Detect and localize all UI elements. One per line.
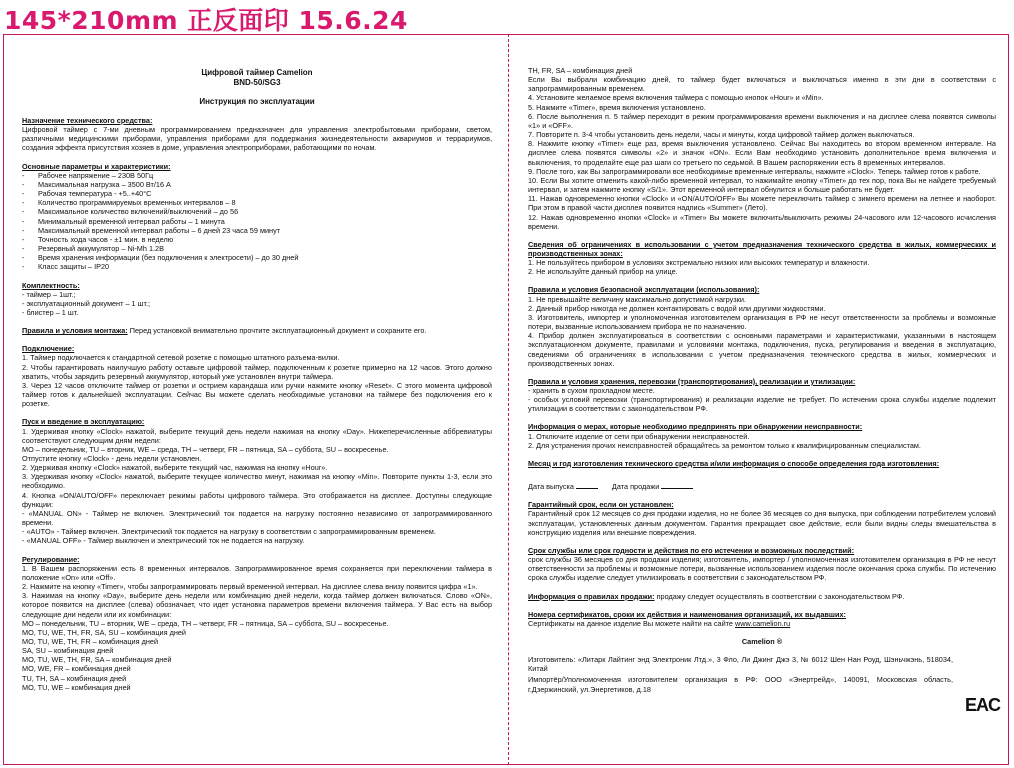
brand-mark: Camelion ®	[741, 636, 783, 646]
kit-item: - таймер – 1шт.;	[22, 289, 76, 299]
cert-text: Сертификаты на данное изделие Вы можете найти на сайте	[528, 618, 736, 628]
param-item: Количество программируемых временных интервалов – 8	[38, 198, 236, 208]
regulation-step: MO – понедельник, TU – вторник, WE – среда, TH – четверг, FR – пятница, SA – суббота, SU – воскресенье.	[22, 618, 389, 628]
section-storage	[528, 377, 996, 414]
section-cert	[528, 610, 996, 628]
kit-heading: Комплектность:	[22, 280, 80, 290]
fold-divider	[508, 34, 509, 765]
start-step: MO – понедельник, TU – вторник, WE – среда, TH – четверг, FR – пятница, SA – суббота, SU – воскресенье.	[22, 444, 389, 454]
cont-line: 10. Если Вы хотите отменить какой-либо временной интервал, то нажимайте кнопку «Timer» до тех пор, пока Вы не найдете требуемый интервал, и затем нажмите кнопку «S/1». Этот временной интервал обнулится и больше работать не будет.	[528, 175, 996, 195]
fault-heading: Информация о мерах, которые необходимо предпринять при обнаружении неисправности:	[528, 422, 863, 432]
safety-item: 3. Изготовитель, импортер и уполномоченная изготовителем организация в РФ не несут ответственности за проблемы и возможные потери, вызванные использованием прибора не по назначению.	[528, 312, 996, 332]
limits-item: 1. Не пользуйтесь прибором в условиях экстремально низких или высоких температур и влажности.	[528, 258, 870, 268]
regulation-step: SA, SU – комбинация дней	[22, 646, 114, 656]
cont-line: 12. Нажав одновременно кнопки «Clock» и «Timer» Вы можете включить/выключить режимы 24-часового или 12-часового исчисления времени.	[528, 212, 996, 231]
section-sale	[528, 592, 996, 601]
date-heading: Месяц и год изготовления технического средства и/или информация о способе определения года изготовления:	[528, 458, 940, 468]
cert-heading: Номера сертификатов, сроки их действия и наименования организаций, их выдавших:	[528, 609, 846, 619]
regulation-step: TU, TH, SA – комбинация дней	[22, 673, 127, 683]
param-item: Рабочая температура - +5..+40°С	[38, 189, 152, 199]
mount-text: Перед установкой внимательно прочтите эксплуатационный документ и сохраните его.	[127, 326, 427, 336]
regulation-step: MO, TU, WE, TH, FR, SA, SU – комбинация дней	[22, 627, 187, 637]
connect-step: 2. Чтобы гарантировать наилучшую работу оставьте цифровой таймер, подключенным к розетке примерно на 12 часов. Этого должно хватить, чтобы зарядить резервный аккумулятор, который уже установлен внутри таймера.	[22, 362, 492, 381]
section-regulation	[22, 555, 492, 692]
doc-model: BND-50/SG3	[233, 78, 281, 87]
safety-item: 2. Данный прибор никогда не должен контактировать с водой или другими жидкостями.	[528, 303, 826, 313]
storage-item: - хранить в сухом прохладном месте.	[528, 386, 655, 395]
regulation-step: MO, TU, WE, TH, FR – комбинация дней	[22, 636, 159, 646]
limits-item: 2. Не используйте данный прибор на улице.	[528, 267, 678, 277]
param-item: Минимальный временной интервал работы – 1 минута	[38, 216, 225, 226]
life-heading: Срок службы или срок годности и действия по его истечении и возможных последствий:	[528, 545, 855, 555]
cont-line: 5. Нажмите «Timer», время включения установлено.	[528, 102, 706, 112]
param-item: Резервный аккумулятор – Ni-Mh 1.2В	[38, 244, 164, 254]
purpose-heading: Назначение технического средства:	[22, 116, 153, 125]
safety-heading: Правила и условия безопасной эксплуатации (использования):	[528, 285, 760, 295]
cont-line: 8. Нажмите кнопку «Timer» еще раз, время выключения установлено. Сейчас Вы находитесь во втором временном интервале. На дисплее слева появятся символы «2» и значок «ON». Если Вам необходимо установить дополнительное время включения и выключения, то проделайте еще раз шаги со третьего по седьмой. В Вашем распоряжении есть 8 временных интервалов.	[528, 139, 996, 167]
release-date-line	[576, 488, 598, 489]
mount-heading: Правила и условия монтажа:	[22, 326, 128, 336]
kit-item: - эксплуатационный документ – 1 шт.;	[22, 298, 151, 308]
section-mount	[22, 326, 492, 335]
param-item: Максимальное количество включений/выключений – до 56	[38, 207, 239, 217]
sell-date-label: Дата продажи	[611, 482, 660, 492]
safety-item: 1. Не превышайте величину максимально допустимой нагрузки.	[528, 294, 746, 304]
limits-heading: Сведения об ограничениях в использовании с учетом предназначения технического средства в жилых, коммерческих и производственных зонах:	[528, 239, 996, 258]
start-step: 1. Удерживая кнопку «Clock» нажатой, выберите текущий день недели нажимая на кнопку «Day». Нижеперечисленные аббревиатуры соответствуют следующим дням недели:	[22, 426, 492, 445]
manufacturer-info: Изготовитель: «Литарк Лайтинг энд Электроник Лтд.», 3 Фло, Ли Джинг Джэ 3, № 6012 Шен Нан Роуд, Шэньчжэнь, 518034, Китай	[528, 655, 953, 674]
section-params: Основные параметры и характеристики: - Рабочее напряжение – 230В 50Гц - Максимальная нагрузка – 3500 Вт/16 А - Рабочая температура - +5..+40°С - Количество программируемых временных интервалов – 8 - Максимальное количество включений/выключений – до 56 - Минимальный временной интервал работы – 1 минута - Максимальный временной интервал работы – 6 дней 23 часа 59 минут - Точность хода часов - ±1 мин. в неделю - Резервный аккумулятор – Ni-Mh 1.2В - Время хранения информации (без подключения к электросети) – до 30 дней - Класс защиты – IP20	[22, 162, 492, 272]
cert-link[interactable]: www.camelion.ru	[735, 618, 791, 628]
importer-info: Импортёр/Уполномоченная изготовителем организация в РФ: ООО «Энертрейд», 140091, Московская область, г.Дзержинский, ул.Энергетиков, д.18	[528, 675, 953, 694]
section-fault	[528, 422, 996, 449]
cont-line: 4. Установите желаемое время включения таймера с помощью кнопок «Hour» и «Min».	[528, 93, 824, 103]
section-limits	[528, 240, 996, 277]
start-step: - «MANUAL OFF» - Таймер выключен и электрический ток не подается на нагрузку.	[22, 536, 305, 546]
regulation-step: MO, WE, FR – комбинация дней	[22, 664, 131, 674]
regulation-step: 3. Нажимая на кнопку «Day», выберите день недели или комбинацию дней недели, когда таймер должен включаться. Слово «ON», которое появится на дисплее (слева) обозначает, что идет установка параметров времени включения таймера. У Вас есть на выбор следующие дни недели или их комбинации:	[22, 591, 492, 619]
right-page	[528, 66, 996, 760]
fault-item: 1. Отключите изделие от сети при обнаружении неисправностей.	[528, 431, 750, 441]
sale-text: продажу следует осуществлять в соответствии с законодательством РФ.	[654, 591, 905, 601]
section-warranty	[528, 500, 996, 537]
cont-line: 7. Повторите п. 3-4 чтобы установить день недели, часы и минуты, когда цифровой таймер должен выключаться.	[528, 130, 915, 140]
life-text: срок службы 36 месяцев со дня продажи изделия; изготовитель, импортер / уполномоченная изготовителем организация в РФ не несут ответственности за проблемы и возможные потери, вызванные использованием изделия после окончания срока службы. По истечению срока службы изделие следует утилизировать в соответствии с законодательством РФ.	[528, 555, 996, 583]
cont-line: 9. После того, как Вы запрограммировали все необходимые временные интервалы, нажмите «Clock». Теперь таймер готов к работе.	[528, 166, 981, 176]
storage-heading: Правила и условия хранения, перевозки (транспортирования), реализации и утилизации:	[528, 376, 856, 386]
param-item: Максимальный временной интервал работы – 6 дней 23 часа 59 минут	[38, 225, 281, 235]
safety-item: 4. Прибор должен эксплуатироваться в соответствии с основными параметрами и характеристиками, указанными в настоящем эксплуатационном документе, правилами и условиями монтажа, подключения, пуска, регулирования и введения в эксплуатацию, сведениями об ограничениях в использовании с учетом предназначения технического средства в жилых, коммерческих и производственных зонах.	[528, 331, 996, 368]
doc-title: Цифровой таймер Camelion	[201, 68, 313, 77]
connect-heading: Подключение:	[22, 344, 75, 354]
doc-subtitle: Инструкция по эксплуатации	[199, 97, 315, 106]
start-step: - «AUTO» - Таймер включен. Электрический ток подается на нагрузку в соответствии с запрограммированным временем.	[22, 527, 436, 537]
storage-item: - особых условий перевозки (транспортирования) и реализации изделие не требует. По истечении срока службы изделие подлежит утилизации в соответствии с законодательством РФ.	[528, 395, 996, 414]
left-page	[22, 68, 492, 760]
start-step: 4. Кнопка «ON/AUTO/OFF» переключает режимы работы цифрового таймера. Это отображается на дисплее. Доступны следующие функции:	[22, 490, 492, 509]
param-item: Максимальная нагрузка – 3500 Вт/16 А	[38, 179, 171, 189]
section-start	[22, 417, 492, 545]
connect-step: 1. Таймер подключается к стандартной сетевой розетке с помощью штатного разъема-вилки.	[22, 353, 340, 363]
cont-line: 6. После выполнения п. 5 таймер переходит в режим программирования времени выключения и на дисплее слева появятся символы «1» и «OFF».	[528, 111, 996, 130]
eac-mark: EAC	[965, 695, 1001, 715]
regulation-step: 1. В Вашем распоряжении есть 8 временных интервалов. Запрограммированное время сохраняется при переключении таймера в положение «On» или «Off».	[22, 563, 492, 582]
start-step: 2. Удерживая кнопку «Clock» нажатой, выберите текущий час, нажимая на кнопку «Hour».	[22, 463, 328, 473]
fault-item: 2. Для устранения прочих неисправностей обращайтесь за ремонтом только к квалифицированным специалистам.	[528, 440, 921, 450]
start-step: Отпустите кнопку «Clock» - день недели установлен.	[22, 454, 202, 463]
warranty-heading: Гарантийный срок, если он установлен:	[528, 500, 674, 510]
cont-line: TH, FR, SA – комбинация дней	[528, 66, 633, 75]
cont-line: Если Вы выбрали комбинацию дней, то таймер будет включаться и выключаться именно в эти дни в соответствии с запрограммированным временем.	[528, 75, 996, 94]
kit-item: - блистер – 1 шт.	[22, 307, 79, 317]
regulation-step: 2. Нажмите на кнопку «Timer», чтобы запрограммировать первый временной интервал. На дисплее слева внизу появится цифра «1».	[22, 582, 478, 592]
section-date	[528, 459, 996, 468]
params-heading: Основные параметры и характеристики:	[22, 161, 171, 171]
section-life	[528, 546, 996, 583]
section-continuation	[528, 66, 996, 231]
section-connect	[22, 344, 492, 408]
regulation-step: MO, TU, WE – комбинация дней	[22, 682, 131, 692]
section-kit	[22, 281, 492, 318]
param-item: Точность хода часов - ±1 мин. в неделю	[38, 234, 174, 244]
connect-step: 3. Через 12 часов отключите таймер от розетки и острием карандаша или ручки нажмите кнопку «Reset». С этого момента цифровой таймер готов к дальнейшей эксплуатации. Сейчас Вы можете сделать необходимые установки на таймере без подключения его к розетке.	[22, 380, 492, 409]
release-date-label: Дата выпуска	[528, 482, 574, 492]
start-heading: Пуск и введение в эксплуатацию:	[22, 417, 145, 427]
cont-line: 11. Нажав одновременно кнопки «Clock» и «ON/AUTO/OFF» Вы можете переключить таймер с зимнего времени на летнее и наоборот. При этом в правой части дисплея появится надпись «Summer» (Лето).	[528, 194, 996, 213]
start-step: 3. Удерживая кнопку «Clock» нажатой, выберите текущее количество минут, нажимая на кнопку «Min». Повторите пункты 1-3, если это необходимо.	[22, 472, 492, 491]
param-item: Время хранения информации (без подключения к электросети) – до 30 дней	[38, 253, 299, 263]
sell-date-line	[661, 488, 693, 489]
regulation-heading: Регулирование:	[22, 554, 80, 564]
param-item: Класс защиты – IP20	[38, 262, 110, 272]
section-safety	[528, 285, 996, 367]
date-fields	[528, 482, 996, 491]
param-item: Рабочее напряжение – 230В 50Гц	[38, 170, 154, 180]
warranty-text: Гарантийный срок 12 месяцев со дня продажи изделия, но не более 36 месяцев со дня выпуска, при соблюдении потребителем условий эксплуатации, установленных данным документом. Гарантия прекращает свое действие, если были видны следы вмешательства в конструкцию изделия или внешние повреждения.	[528, 509, 996, 537]
section-purpose	[22, 116, 492, 153]
start-step: - «MANUAL ON» - Таймер не включен. Электрический ток подается на нагрузку постоянно независимо от запрограммированного времени.	[22, 508, 492, 528]
purpose-text: Цифровой таймер с 7-ми дневным программированием предназначен для управления электробытовыми приборами, светом, различными медицинскими приборами, управления приборами для поддержания жизнедеятельности аквариумов и террариумов, создания эффекта присутствия хозяев в доме, управления электроприборами, работающими по ночам.	[22, 125, 492, 153]
regulation-step: MO, TU, WE, TH, FR, SA – комбинация дней	[22, 655, 172, 665]
print-spec-header: 145*210mm 正反面印 15.6.24	[4, 6, 408, 35]
sale-heading: Информация о правилах продажи:	[528, 591, 655, 601]
